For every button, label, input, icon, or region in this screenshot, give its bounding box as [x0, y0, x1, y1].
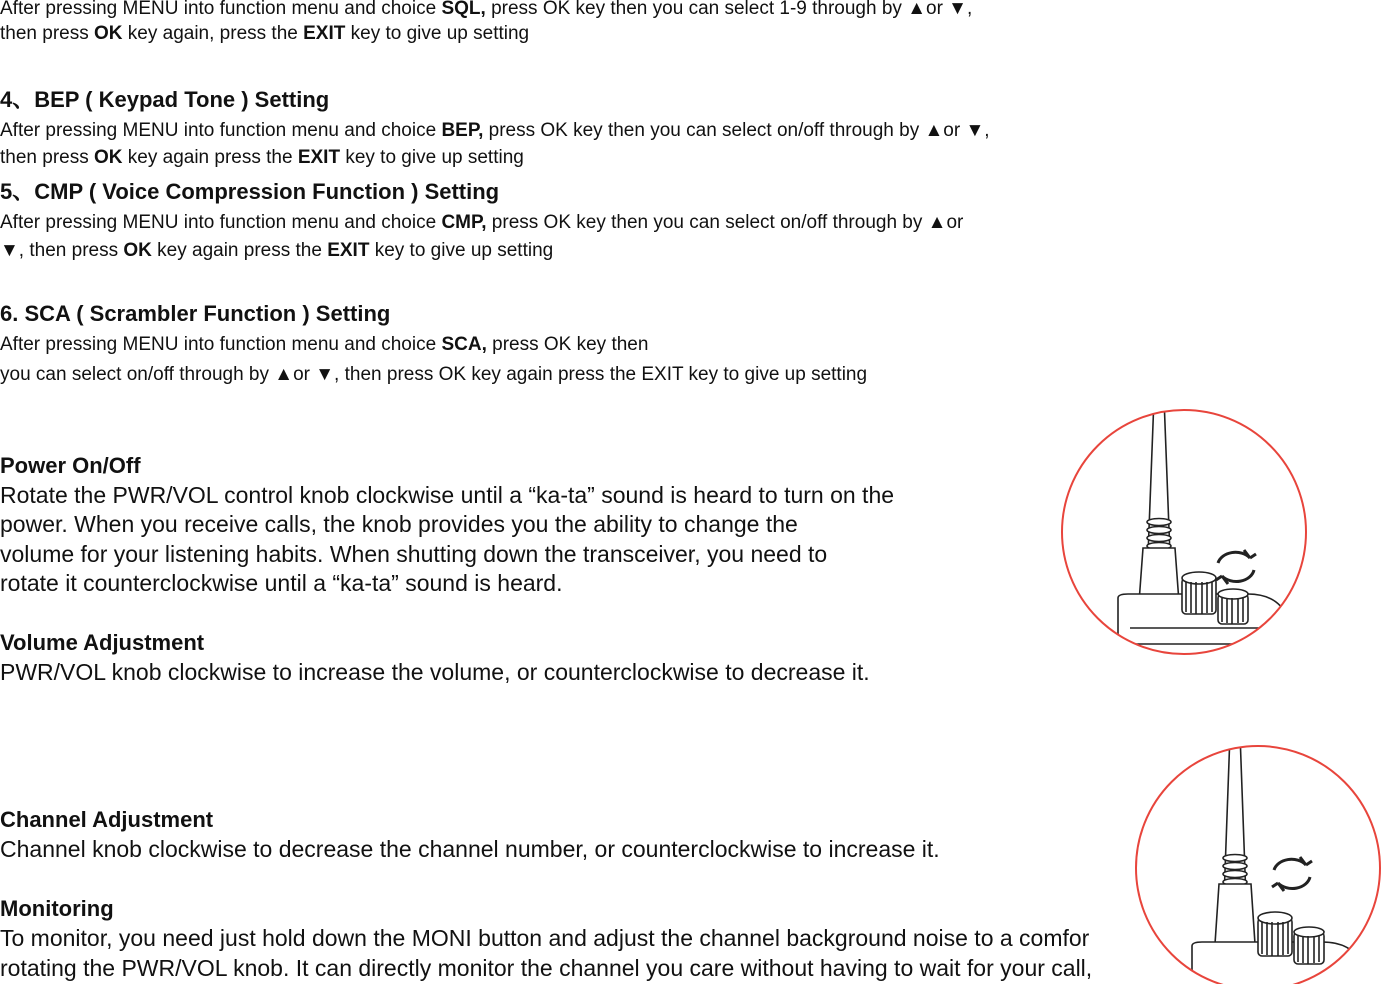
bep-instruction-line-1: After pressing MENU into function menu and choice BEP, press OK key then you can select on/off through by ▲or ▼,: [0, 120, 990, 141]
bep-heading: 4、BEP ( Keypad Tone ) Setting: [0, 87, 330, 112]
sca-heading: 6. SCA ( Scrambler Function ) Setting: [0, 301, 391, 326]
volume-heading: Volume Adjustment: [0, 630, 205, 655]
sql-instruction-line-2: then press OK key again, press the EXIT key to give up setting: [0, 23, 530, 44]
channel-heading: Channel Adjustment: [0, 807, 214, 832]
sql-instruction-line-1: After pressing MENU into function menu and choice SQL, press OK key then you can select 1-9 through by ▲or ▼,: [0, 0, 973, 19]
power-text-line-2: power. When you receive calls, the knob provides you the ability to change the: [0, 511, 798, 537]
pwr-vol-knob-figure: [1058, 398, 1310, 666]
monitoring-heading: Monitoring: [0, 896, 114, 921]
power-text-line-1: Rotate the PWR/VOL control knob clockwise until a “ka-ta” sound is heard to turn on the: [0, 482, 895, 508]
channel-text: Channel knob clockwise to decrease the channel number, or counterclockwise to increase it.: [0, 836, 940, 862]
bep-instruction-line-2: then press OK key again press the EXIT key to give up setting: [0, 147, 524, 168]
power-text-line-4: rotate it counterclockwise until a “ka-ta” sound is heard.: [0, 570, 563, 596]
monitoring-text-line-2: rotating the PWR/VOL knob. It can directly monitor the channel you care without having to wait for your call,: [0, 955, 1093, 981]
power-heading: Power On/Off: [0, 453, 141, 478]
cmp-instruction-line-2: ▼, then press OK key again press the EXIT key to give up setting: [0, 240, 554, 261]
volume-text: PWR/VOL knob clockwise to increase the volume, or counterclockwise to decrease it.: [0, 659, 870, 685]
channel-knob-figure: [1132, 734, 1382, 984]
sca-instruction-line-2: you can select on/off through by ▲or ▼, then press OK key again press the EXIT key to give up setting: [0, 364, 868, 385]
monitoring-text-line-1: To monitor, you need just hold down the MONI button and adjust the channel background noise to a comfor: [0, 925, 1090, 951]
cmp-instruction-line-1: After pressing MENU into function menu and choice CMP, press OK key then you can select on/off through by ▲or: [0, 212, 964, 233]
radio-knob-illustration: [1058, 398, 1310, 666]
power-text-line-3: volume for your listening habits. When shutting down the transceiver, you need to: [0, 541, 828, 567]
sca-instruction-line-1: After pressing MENU into function menu and choice SCA, press OK key then: [0, 334, 649, 355]
cmp-heading: 5、CMP ( Voice Compression Function ) Setting: [0, 179, 500, 204]
radio-channel-knob-illustration: [1132, 734, 1382, 984]
